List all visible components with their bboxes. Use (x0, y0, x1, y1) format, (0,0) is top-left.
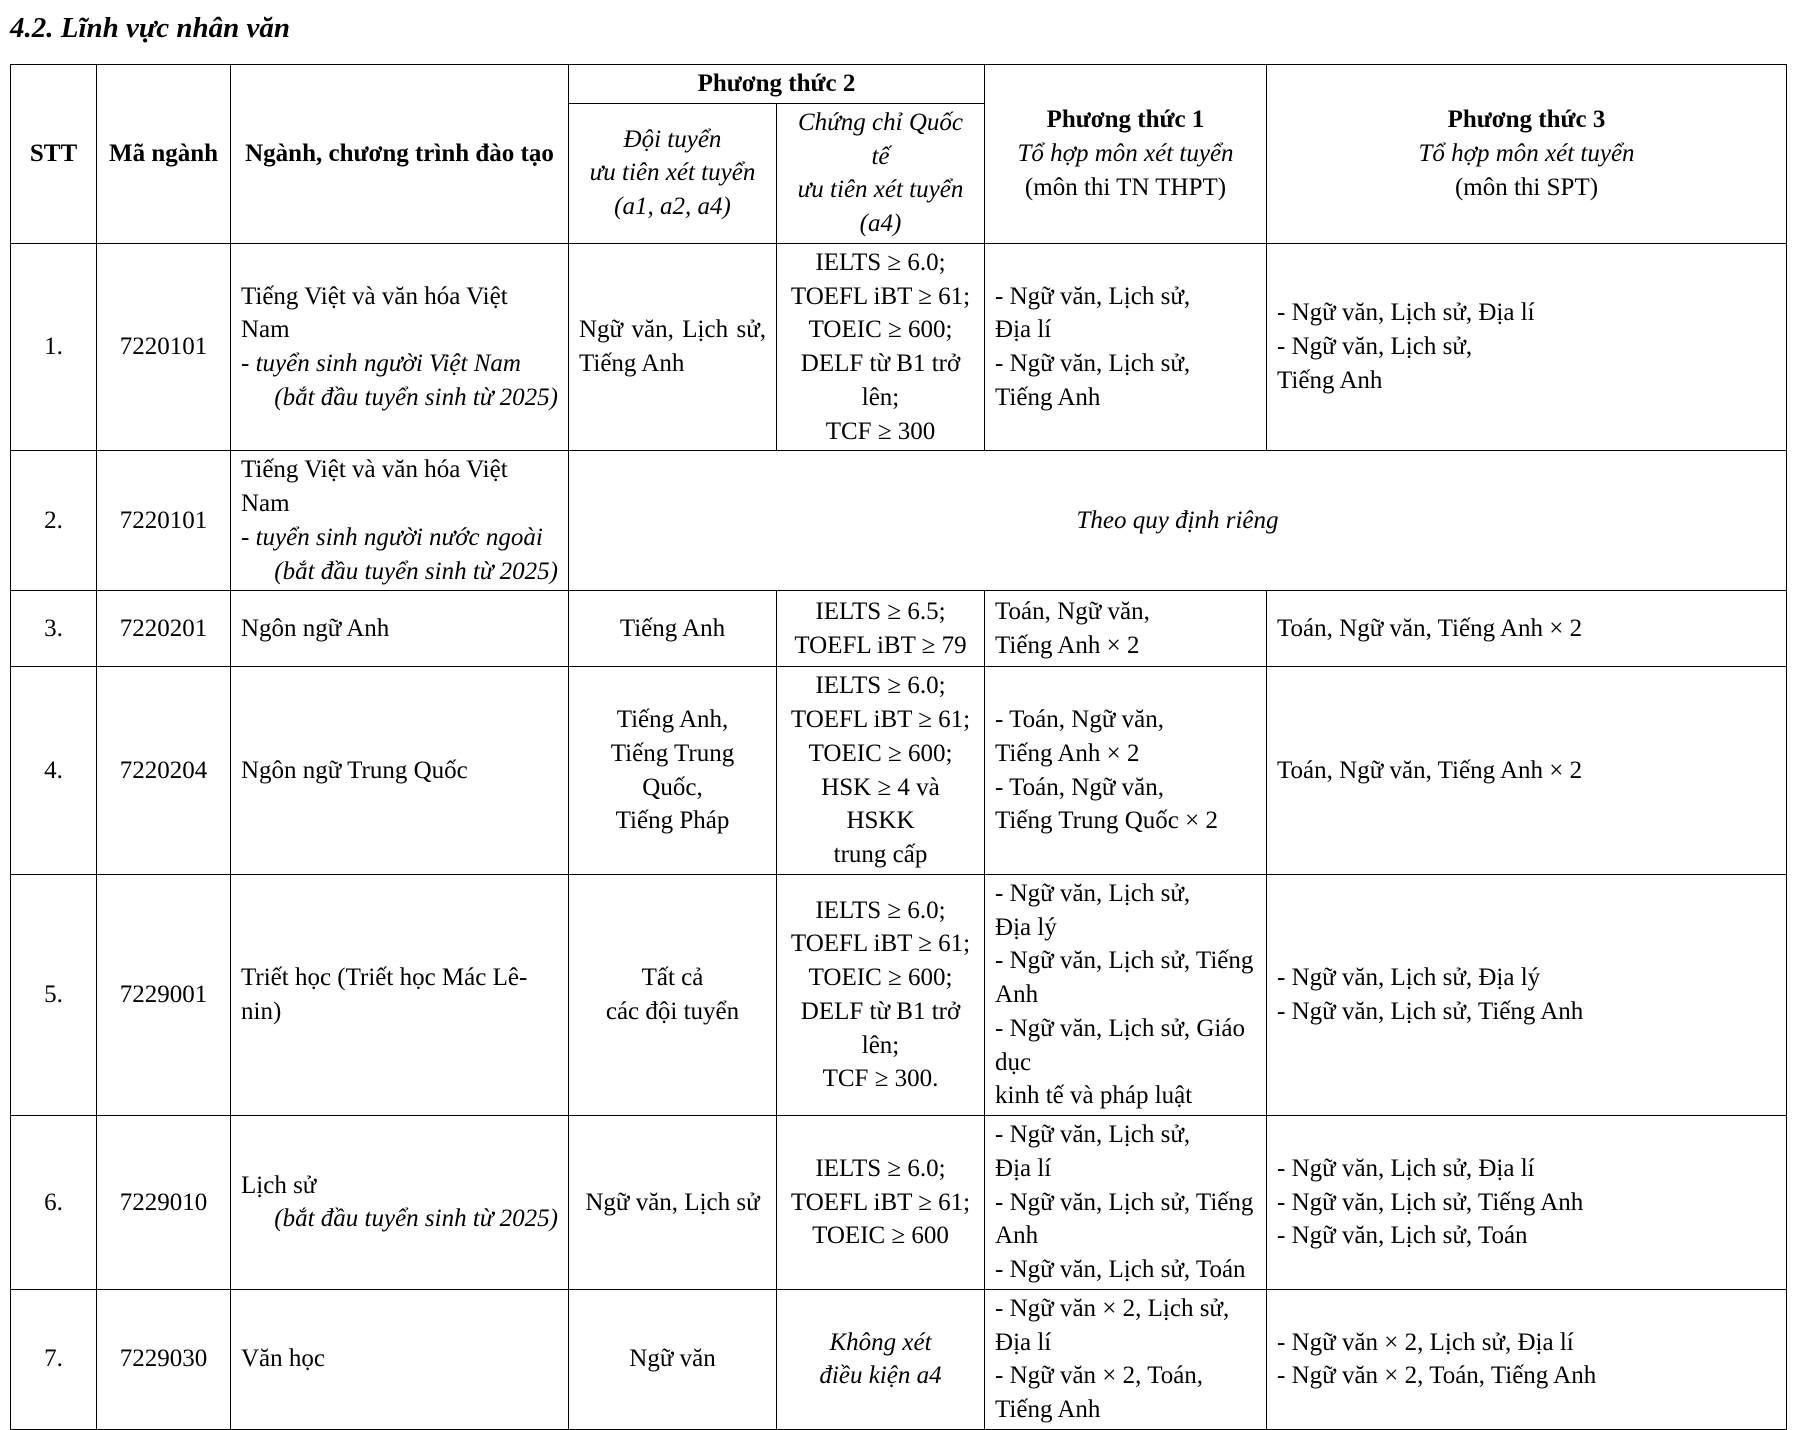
row-pt3-line: - Ngữ văn × 2, Toán, Tiếng Anh (1277, 1362, 1597, 1390)
table-row (11, 591, 1787, 667)
row-cert-line: IELTS ≥ 6.0; (815, 1154, 946, 1182)
row-name (231, 1116, 569, 1290)
table-row (11, 1116, 1787, 1290)
row-cert-line: TOEIC ≥ 600 (812, 1222, 949, 1250)
row-team (569, 667, 777, 875)
header-nganh: Ngành, chương trình đào tạo (231, 65, 569, 244)
table-row (11, 667, 1787, 875)
row-team (569, 874, 777, 1115)
row-code: 7220101 (97, 243, 231, 451)
row-code: 7229010 (97, 1116, 231, 1290)
row-merged-note: Theo quy định riêng (569, 451, 1787, 591)
row-pt1-line: kinh tế và pháp luật (995, 1082, 1193, 1110)
row-pt1-line: - Ngữ văn × 2, Lịch sử, Địa lí (995, 1294, 1230, 1356)
section-title: 4.2. Lĩnh vực nhân văn (10, 12, 291, 44)
header-pt3-sub: Tổ hợp môn xét tuyển (1418, 140, 1635, 167)
header-pt3-title: Phương thức 3 (1447, 106, 1606, 134)
row-pt3-line: - Ngữ văn, Lịch sử, Địa lí (1277, 299, 1535, 327)
row-team: Ngữ văn, Lịch sử, Tiếng Anh (569, 243, 777, 451)
row-pt3-line: - Ngữ văn × 2, Lịch sử, Địa lí (1277, 1328, 1574, 1356)
row-team-line: Tiếng Pháp (615, 807, 730, 835)
row-cert (777, 874, 985, 1115)
row-cert-line: TOEFL iBT ≥ 61; (790, 930, 971, 958)
row-cert-line: IELTS ≥ 6.0; (815, 672, 946, 700)
row-cert-line: TOEFL iBT ≥ 61; (790, 1188, 971, 1216)
admission-table (10, 64, 1787, 1430)
row-pt1-line: - Ngữ văn, Lịch sử, Tiếng Anh (995, 1188, 1254, 1250)
header-pt1-note: (môn thi TN THPT) (1024, 173, 1227, 201)
table-row (11, 243, 1787, 451)
header-pt3 (1267, 65, 1787, 244)
header-pt2-team (569, 103, 777, 243)
table-row (11, 874, 1787, 1115)
row-pt1-line: Tiếng Anh × 2 (995, 739, 1140, 767)
row-name (231, 451, 569, 591)
row-pt1 (985, 1116, 1267, 1290)
row-code: 7220204 (97, 667, 231, 875)
row-pt1 (985, 591, 1267, 667)
row-team-line: Tiếng Anh, (616, 706, 729, 733)
header-stt: STT (11, 65, 97, 244)
row-pt3 (1267, 1116, 1787, 1290)
row-team: Tiếng Anh (569, 591, 777, 667)
row-name-line: - tuyển sinh người Việt Nam (241, 350, 521, 377)
row-cert (777, 1116, 985, 1290)
row-pt1-line: Địa lý (995, 913, 1057, 941)
row-stt: 1. (11, 243, 97, 451)
row-name-line: Lịch sử (241, 1171, 317, 1199)
row-stt: 3. (11, 591, 97, 667)
row-pt1-line: - Ngữ văn, Lịch sử, (995, 282, 1191, 310)
row-cert-line: HSK ≥ 4 và HSKK (821, 773, 940, 835)
row-pt3-line: - Ngữ văn, Lịch sử, Tiếng Anh (1277, 1188, 1584, 1216)
header-pt2-cert (777, 103, 985, 243)
row-name-line: Tiếng Việt và văn hóa Việt Nam (241, 282, 508, 344)
row-cert (777, 667, 985, 875)
row-pt1-line: Tiếng Trung Quốc × 2 (995, 807, 1218, 835)
header-pt2-cert-line: Chứng chỉ Quốc tế (798, 108, 964, 170)
row-cert-line: TCF ≥ 300 (825, 417, 936, 445)
row-code: 7229001 (97, 874, 231, 1115)
row-team: Ngữ văn, Lịch sử (569, 1116, 777, 1290)
row-pt3 (1267, 1289, 1787, 1429)
row-pt3: Toán, Ngữ văn, Tiếng Anh × 2 (1267, 591, 1787, 667)
row-cert-line: TOEFL iBT ≥ 79 (794, 631, 967, 659)
row-pt1 (985, 874, 1267, 1115)
row-cert-line: TOEFL iBT ≥ 61; (790, 282, 971, 310)
row-cert (777, 243, 985, 451)
header-pt1 (985, 65, 1267, 244)
row-stt: 5. (11, 874, 97, 1115)
row-pt3-line: - Ngữ văn, Lịch sử, Địa lí (1277, 1154, 1535, 1182)
row-name (231, 243, 569, 451)
row-cert-line: DELF từ B1 trở lên; (800, 997, 961, 1059)
row-cert-line: Không xét (829, 1328, 932, 1356)
row-name-line: (bắt đầu tuyển sinh từ 2025) (274, 557, 558, 585)
row-pt3 (1267, 243, 1787, 451)
row-pt1-line: - Toán, Ngữ văn, (995, 706, 1164, 733)
row-cert-line: DELF từ B1 trở lên; (800, 350, 961, 411)
row-pt1-line: Tiếng Anh (995, 383, 1101, 411)
row-code: 7229030 (97, 1289, 231, 1429)
row-pt3-line: - Ngữ văn, Lịch sử, Tiếng Anh (1277, 997, 1584, 1025)
row-name: Ngôn ngữ Trung Quốc (231, 667, 569, 875)
header-pt3-note: (môn thi SPT) (1454, 173, 1599, 201)
row-name: Văn học (231, 1289, 569, 1429)
row-name-line: (bắt đầu tuyển sinh từ 2025) (274, 1205, 558, 1233)
header-pt1-title: Phương thức 1 (1046, 106, 1205, 134)
row-cert-line: TOEFL iBT ≥ 61; (790, 706, 971, 733)
header-pt2-cert-line: (a4) (859, 210, 902, 237)
header-pt2-cert-line: ưu tiên xét tuyển (797, 176, 964, 204)
row-pt1-line: Địa lí (995, 316, 1052, 344)
row-pt3-line: - Ngữ văn, Lịch sử, Toán (1277, 1222, 1528, 1250)
row-cert-line: trung cấp (833, 841, 928, 868)
header-ma-nganh: Mã ngành (97, 65, 231, 244)
row-name: Triết học (Triết học Mác Lê-nin) (231, 874, 569, 1115)
row-pt1-line: - Ngữ văn × 2, Toán, Tiếng Anh (995, 1362, 1204, 1423)
row-cert (777, 1289, 985, 1429)
row-pt1-line: - Ngữ văn, Lịch sử, (995, 1121, 1191, 1148)
row-team-line: các đội tuyển (605, 997, 740, 1025)
row-pt1-line: - Ngữ văn, Lịch sử, Toán (995, 1256, 1246, 1283)
row-stt: 2. (11, 451, 97, 591)
row-team: Ngữ văn (569, 1289, 777, 1429)
row-cert-line: TOEIC ≥ 600; (808, 316, 953, 344)
row-cert-line: TOEIC ≥ 600; (808, 739, 953, 767)
row-stt: 7. (11, 1289, 97, 1429)
row-team-line: Tiếng Trung Quốc, (610, 739, 735, 801)
row-pt1-line: Địa lí (995, 1154, 1052, 1182)
row-pt1 (985, 667, 1267, 875)
row-pt1 (985, 243, 1267, 451)
row-code: 7220101 (97, 451, 231, 591)
row-team-line: Tất cả (641, 964, 704, 992)
row-cert-line: IELTS ≥ 6.0; (815, 896, 946, 924)
header-pt1-sub: Tổ hợp môn xét tuyển (1017, 140, 1234, 167)
row-cert-line: điều kiện a4 (819, 1362, 942, 1390)
row-pt3 (1267, 874, 1787, 1115)
row-pt1-line: - Ngữ văn, Lịch sử, Tiếng Anh (995, 947, 1254, 1008)
row-pt1 (985, 1289, 1267, 1429)
row-pt1-line: - Ngữ văn, Lịch sử, (995, 350, 1191, 377)
header-pt2-team-line: ưu tiên xét tuyển (589, 159, 756, 187)
row-stt: 4. (11, 667, 97, 875)
row-name-line: (bắt đầu tuyển sinh từ 2025) (274, 383, 558, 411)
row-pt3-line: Tiếng Anh (1277, 366, 1383, 394)
row-cert-line: TCF ≥ 300. (822, 1065, 939, 1093)
row-pt1-line: - Ngữ văn, Lịch sử, Giáo dục (995, 1014, 1245, 1076)
table-row (11, 1289, 1787, 1429)
row-pt1-line: - Ngữ văn, Lịch sử, (995, 879, 1191, 907)
row-code: 7220201 (97, 591, 231, 667)
row-pt3: Toán, Ngữ văn, Tiếng Anh × 2 (1267, 667, 1787, 875)
row-name: Ngôn ngữ Anh (231, 591, 569, 667)
header-pt2: Phương thức 2 (569, 65, 985, 104)
row-stt: 6. (11, 1116, 97, 1290)
header-pt2-team-line: Đội tuyển (623, 125, 722, 153)
row-name-line: Tiếng Việt và văn hóa Việt Nam (241, 456, 508, 517)
header-pt2-team-line: (a1, a2, a4) (614, 193, 731, 221)
row-name-line: - tuyển sinh người nước ngoài (241, 523, 543, 551)
row-pt1-line: Toán, Ngữ văn, (995, 598, 1150, 625)
row-cert (777, 591, 985, 667)
row-pt1-line: Tiếng Anh × 2 (995, 631, 1140, 659)
row-pt3-line: - Ngữ văn, Lịch sử, (1277, 333, 1473, 361)
row-pt3-line: - Ngữ văn, Lịch sử, Địa lý (1277, 964, 1541, 992)
table-row (11, 451, 1787, 591)
row-cert-line: IELTS ≥ 6.0; (815, 248, 946, 276)
row-cert-line: TOEIC ≥ 600; (808, 964, 953, 992)
row-pt1-line: - Toán, Ngữ văn, (995, 773, 1164, 801)
row-cert-line: IELTS ≥ 6.5; (815, 598, 946, 625)
